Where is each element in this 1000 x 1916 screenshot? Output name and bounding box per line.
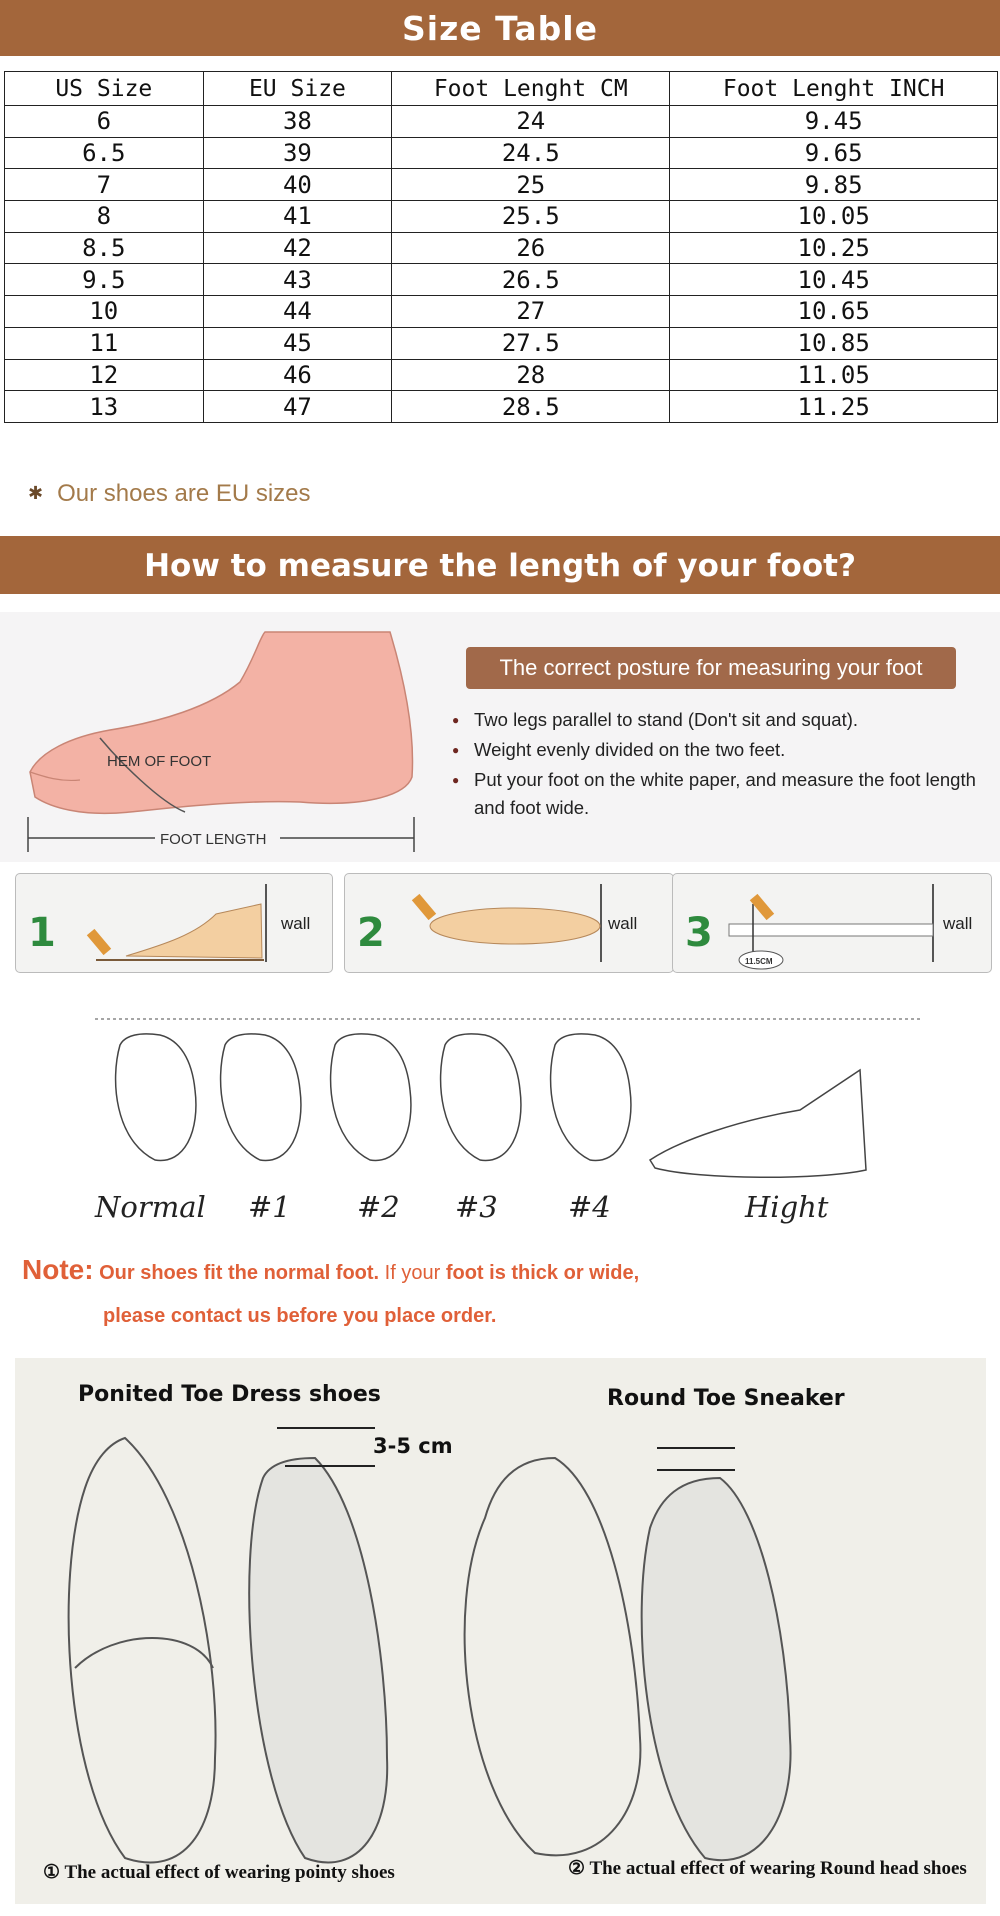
pointed-shoe-title: Ponited Toe Dress shoes xyxy=(78,1382,381,1407)
foot-side-illustration xyxy=(0,612,440,862)
pointed-shoe-foot-outline xyxy=(249,1458,387,1862)
foot-length-inch-cell: 9.45 xyxy=(670,106,998,138)
us-size-cell: 11 xyxy=(5,327,204,359)
eu-size-cell: 43 xyxy=(203,264,392,296)
note-text-b: If your xyxy=(379,1262,441,1284)
size-table-row xyxy=(5,169,998,201)
step-3-number: 3 xyxy=(685,910,713,956)
size-table-header-row xyxy=(5,72,998,106)
foot-length-cm-cell: 27 xyxy=(392,296,670,328)
pointed-shoe-outline xyxy=(69,1438,216,1862)
bullet-icon: ✱ xyxy=(28,483,44,503)
eu-size-cell: 46 xyxy=(203,359,392,391)
eu-size-note-text: Our shoes are EU sizes xyxy=(57,480,311,507)
foot-length-inch-cell: 10.65 xyxy=(670,296,998,328)
us-size-cell: 6.5 xyxy=(5,137,204,169)
fit-note xyxy=(22,1254,639,1286)
posture-list xyxy=(452,706,992,824)
header-us-size: US Size xyxy=(5,72,204,106)
foot-length-cm-cell: 27.5 xyxy=(392,327,670,359)
gap-label: 3-5 cm xyxy=(373,1434,453,1458)
pencil-icon xyxy=(412,894,436,920)
posture-item: ● Weight evenly divided on the two feet. xyxy=(452,736,992,764)
ruler-label: 11.5CM xyxy=(745,957,773,966)
foot-type-2-label: #2 xyxy=(357,1190,400,1224)
pointed-shoe-caption: ① The actual effect of wearing pointy shoes xyxy=(43,1862,395,1883)
note-text-a: Our shoes fit the normal foot. xyxy=(93,1262,380,1284)
wall-label: wall xyxy=(281,914,311,933)
size-table-row xyxy=(5,327,998,359)
round-shoe-caption: ② The actual effect of wearing Round head shoes xyxy=(568,1858,967,1879)
foot-length-cm-cell: 28.5 xyxy=(392,391,670,423)
posture-title: The correct posture for measuring your foot xyxy=(466,647,956,689)
foot-length-label: FOOT LENGTH xyxy=(160,831,267,848)
us-size-cell: 7 xyxy=(5,169,204,201)
foot-length-cm-cell: 25 xyxy=(392,169,670,201)
foot-length-inch-cell: 11.05 xyxy=(670,359,998,391)
pointed-shoe-collar xyxy=(75,1638,213,1668)
foot-length-cm-cell: 28 xyxy=(392,359,670,391)
foot-type-4-label: #4 xyxy=(568,1190,611,1224)
eu-size-cell: 44 xyxy=(203,296,392,328)
foot-high-instep-outline xyxy=(650,1070,866,1177)
round-shoe-foot-outline xyxy=(642,1478,791,1860)
step-1-number: 1 xyxy=(28,910,56,956)
foot-4-outline xyxy=(551,1034,631,1161)
foot-3-outline xyxy=(441,1034,521,1161)
foot-length-cm-cell: 26 xyxy=(392,232,670,264)
step-1-panel xyxy=(15,873,333,973)
foot-type-high-label: Hight xyxy=(745,1190,829,1224)
header-foot-length-cm: Foot Lenght CM xyxy=(392,72,670,106)
note-text-c: foot is thick or wide, xyxy=(440,1262,640,1284)
size-table xyxy=(4,71,998,423)
step-3-panel xyxy=(672,873,992,973)
eu-size-cell: 41 xyxy=(203,201,392,233)
fit-note-contact: please contact us before you place order. xyxy=(103,1305,497,1327)
foot-length-cm-cell: 26.5 xyxy=(392,264,670,296)
size-table-row xyxy=(5,232,998,264)
measure-title: How to measure the length of your foot? xyxy=(0,536,1000,594)
foot-type-3-label: #3 xyxy=(455,1190,498,1224)
size-table-row xyxy=(5,106,998,138)
foot-2-outline xyxy=(331,1034,411,1161)
foot-type-1-label: #1 xyxy=(248,1190,291,1224)
foot-top-shape xyxy=(430,908,600,944)
size-table-title: Size Table xyxy=(0,0,1000,56)
eu-size-cell: 38 xyxy=(203,106,392,138)
wall-label: wall xyxy=(943,914,973,933)
posture-item: ● Put your foot on the white paper, and measure the foot length and foot wide. xyxy=(452,766,992,822)
header-eu-size: EU Size xyxy=(203,72,392,106)
foot-length-inch-cell: 9.65 xyxy=(670,137,998,169)
round-shoe-outline xyxy=(465,1458,641,1855)
foot-length-inch-cell: 10.25 xyxy=(670,232,998,264)
shoe-comparison-panel xyxy=(15,1358,986,1904)
note-heading: Note: xyxy=(22,1254,94,1285)
foot-length-inch-cell: 10.85 xyxy=(670,327,998,359)
us-size-cell: 8.5 xyxy=(5,232,204,264)
size-table-row xyxy=(5,391,998,423)
foot-side-shape xyxy=(30,632,413,813)
pencil-icon xyxy=(87,929,111,955)
foot-normal-outline xyxy=(116,1034,196,1161)
foot-1-outline xyxy=(221,1034,301,1161)
size-table-row xyxy=(5,201,998,233)
header-foot-length-inch: Foot Lenght INCH xyxy=(670,72,998,106)
ruler-shape xyxy=(729,924,933,936)
foot-length-inch-cell: 9.85 xyxy=(670,169,998,201)
foot-length-inch-cell: 10.45 xyxy=(670,264,998,296)
hem-of-foot-label: HEM OF FOOT xyxy=(107,753,212,770)
shoe-comparison-illustration xyxy=(15,1358,986,1904)
size-table-row xyxy=(5,296,998,328)
us-size-cell: 8 xyxy=(5,201,204,233)
step-2-panel xyxy=(344,873,674,973)
foot-length-cm-cell: 24 xyxy=(392,106,670,138)
foot-length-inch-cell: 10.05 xyxy=(670,201,998,233)
us-size-cell: 6 xyxy=(5,106,204,138)
posture-item: ● Two legs parallel to stand (Don't sit and squat). xyxy=(452,706,992,734)
foot-types-illustration xyxy=(0,990,1000,1190)
eu-size-note xyxy=(28,480,311,508)
step-2-number: 2 xyxy=(357,910,385,956)
us-size-cell: 9.5 xyxy=(5,264,204,296)
us-size-cell: 12 xyxy=(5,359,204,391)
size-table-row xyxy=(5,137,998,169)
foot-length-cm-cell: 24.5 xyxy=(392,137,670,169)
eu-size-cell: 47 xyxy=(203,391,392,423)
eu-size-cell: 39 xyxy=(203,137,392,169)
foot-length-cm-cell: 25.5 xyxy=(392,201,670,233)
size-table-row xyxy=(5,359,998,391)
foot-type-normal-label: Normal xyxy=(95,1190,206,1224)
size-table-row xyxy=(5,264,998,296)
us-size-cell: 13 xyxy=(5,391,204,423)
eu-size-cell: 45 xyxy=(203,327,392,359)
eu-size-cell: 40 xyxy=(203,169,392,201)
foot-length-inch-cell: 11.25 xyxy=(670,391,998,423)
foot-side-shape xyxy=(126,904,262,958)
eu-size-cell: 42 xyxy=(203,232,392,264)
wall-label: wall xyxy=(608,914,638,933)
round-shoe-title: Round Toe Sneaker xyxy=(607,1386,845,1411)
us-size-cell: 10 xyxy=(5,296,204,328)
